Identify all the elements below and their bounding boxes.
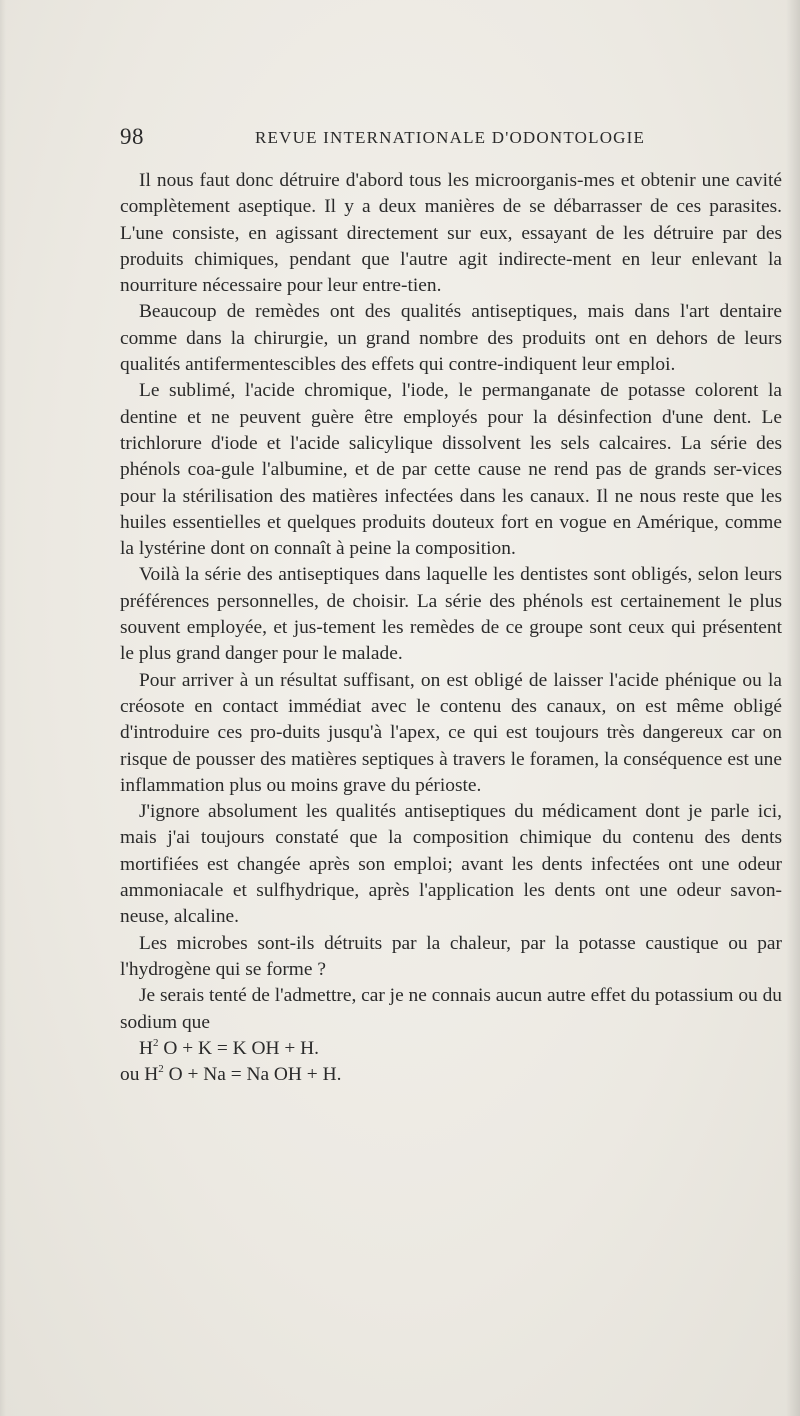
formula-potassium <box>120 1036 782 1062</box>
formula-1-superscript: 2 <box>153 1036 159 1049</box>
paragraph-3: Le sublimé, l'acide chromique, l'iode, le permanganate de potasse colorent la dentine et ne peuvent guère être employés pour la désinfection d'une dent. Le trichlorure d'iode et l'acide salicylique dissolvent les sels calcaires. La série des phénols coa-gule l'albumine, et de par cette cause ne rend pas de grands ser-vices pour la stérilisation des matières infectées dans les canaux. Il ne nous reste que les huiles essentielles et quelques produits douteux fort en vogue en Amérique, comme la lystérine dont on connaît à peine la composition. <box>120 380 782 560</box>
paragraph-1: Il nous faut donc détruire d'abord tous les microorganis-mes et obtenir une cavité complètement aseptique. Il y a deux manières de se débarrasser de ces parasites. L'une consiste, en agissant directement sur eux, essayant de les détruire par des produits chimiques, pendant que l'autre agit indirecte-ment en leur enlevant la nourriture nécessaire pour leur entre-tien. <box>120 170 782 297</box>
page-header <box>120 124 782 158</box>
formula-2-superscript: 2 <box>158 1063 164 1076</box>
running-title: REVUE INTERNATIONALE D'ODONTOLOGIE <box>255 128 646 147</box>
paragraph-5: Pour arriver à un résultat suffisant, on est obligé de laisser l'acide phénique ou la créosote en contact immédiat avec le contenu des canaux, on est même obligé d'introduire ces pro-duits jusqu'à l'apex, ce qui est toujours très dangereux car on risque de pousser des matières septiques à travers le foramen, la conséquence est une inflammation plus ou moins grave du périoste. <box>120 669 782 796</box>
formula-1-rest: O + K = K OH + H. <box>158 1037 319 1059</box>
formula-sodium <box>120 1062 782 1088</box>
formula-2-rest: O + Na = Na OH + H. <box>163 1064 342 1086</box>
paragraph-4: Voilà la série des antiseptiques dans laquelle les dentistes sont obligés, selon leurs préférences personnelles, de choisir. La série des phénols est certainement le plus souvent employée, et jus-tement les remèdes de ce groupe sont ceux qui présentent le plus grand danger pour le malade. <box>120 564 782 665</box>
paragraph-6: J'ignore absolument les qualités antiseptiques du médicament dont je parle ici, mais j'ai toujours constaté que la composition chimique du contenu des dents mortifiées est changée après son emploi; avant les dents infectées ont une odeur ammoniacale et sulfhydrique, après l'application les dents ont une odeur savon-neuse, alcaline. <box>120 801 782 928</box>
page-left-edge <box>0 0 6 1416</box>
paragraph-8: Je serais tenté de l'admettre, car je ne connais aucun autre effet du potassium ou du sodium que <box>120 985 782 1033</box>
page-spine-shadow <box>786 0 800 1416</box>
paragraph-7: Les microbes sont-ils détruits par la chaleur, par la potasse caustique ou par l'hydrogène qui se forme ? <box>120 932 782 980</box>
formula-1-element: H <box>139 1037 154 1059</box>
page-number: 98 <box>120 124 144 149</box>
body-text <box>120 168 782 1088</box>
formula-2-prefix: ou H <box>120 1064 159 1086</box>
paragraph-2: Beaucoup de remèdes ont des qualités antiseptiques, mais dans l'art dentaire comme dans la chirurgie, un grand nombre des produits ont en dehors de leurs qualités antifermentescibles des effets qui contre-indiquent leur emploi. <box>120 301 782 376</box>
